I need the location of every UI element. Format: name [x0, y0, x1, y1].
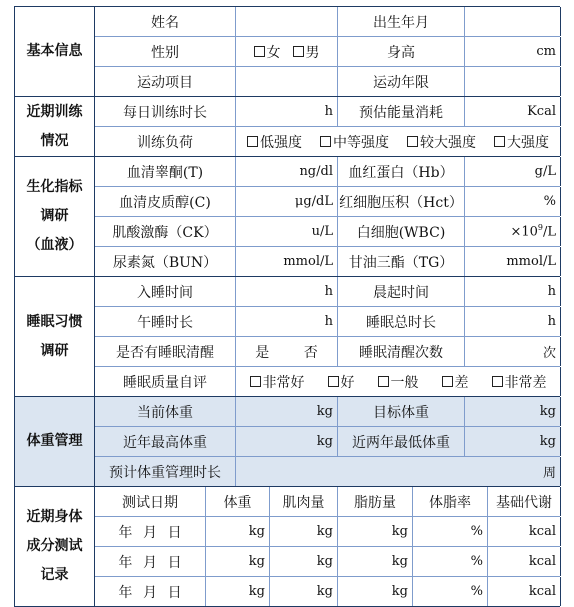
biochem-row: [95, 186, 560, 216]
current-weight-unit: kg: [316, 404, 333, 419]
section-title-line: （血液）: [26, 237, 83, 253]
record-unit: %: [470, 584, 483, 599]
gender-male-checkbox[interactable]: [293, 42, 320, 62]
biochem-label: 血红蛋白（Hb）: [337, 157, 464, 186]
checkbox-icon: [442, 376, 453, 387]
record-unit: kg: [248, 524, 265, 539]
load-high-checkbox[interactable]: [407, 132, 476, 152]
section-title-body: [14, 487, 95, 606]
section-title-line: 调研: [40, 342, 69, 359]
row-bedtime: [95, 277, 560, 306]
biochem-field[interactable]: [464, 247, 561, 276]
quality-option-checkbox[interactable]: [328, 372, 355, 392]
daily-training-label: 每日训练时长: [123, 104, 207, 121]
name-label: 姓名: [151, 14, 179, 31]
biochem-unit: μg/dL: [294, 194, 333, 209]
gender-female-checkbox[interactable]: [254, 42, 281, 62]
body-record-row: [95, 546, 560, 576]
biochem-field[interactable]: [464, 157, 561, 186]
quality-option-checkbox[interactable]: [492, 372, 547, 392]
record-value-field[interactable]: [412, 577, 487, 606]
quality-option-label: 差: [454, 374, 469, 391]
load-option-label: 大强度: [507, 134, 549, 151]
load-options: [235, 127, 561, 156]
row-current-weight: [95, 397, 560, 426]
daily-training-field[interactable]: [235, 97, 337, 126]
checkbox-icon: [320, 136, 331, 147]
nap-label: 午睡时长: [137, 314, 193, 331]
min-weight-unit: kg: [539, 434, 556, 449]
quality-option-label: 好: [340, 374, 355, 391]
biochem-unit: mmol/L: [283, 254, 333, 269]
record-value-field[interactable]: [412, 547, 487, 576]
section-title-line: 成分测试: [26, 538, 83, 554]
biochem-field[interactable]: [235, 247, 337, 276]
current-weight-field[interactable]: [235, 397, 337, 426]
max-weight-field[interactable]: [235, 427, 337, 456]
date-part-label: 月: [142, 524, 157, 541]
header-muscle: 肌肉量: [269, 487, 337, 516]
biochem-label: 肌酸激酶（CK）: [112, 224, 218, 241]
section-training: [14, 96, 560, 156]
plan-duration-unit: 周: [542, 466, 556, 481]
biochem-unit: u/L: [311, 224, 333, 239]
row-awake: [95, 336, 560, 366]
record-value-field[interactable]: [487, 577, 561, 606]
checkbox-icon: [328, 376, 339, 387]
record-value-field[interactable]: [337, 517, 412, 546]
section-title-line: 基本信息: [26, 43, 83, 59]
section-body-composition: [14, 486, 560, 607]
birth-field[interactable]: [464, 7, 561, 36]
checkbox-icon: [247, 136, 258, 147]
quality-option-label: 非常差: [504, 374, 547, 391]
bedtime-unit: h: [324, 284, 333, 299]
date-part-label: 日: [167, 584, 182, 601]
section-title-line: 情况: [40, 132, 69, 149]
record-value-field[interactable]: [412, 517, 487, 546]
record-unit: kcal: [528, 584, 556, 599]
row-max-weight: [95, 426, 560, 456]
gender-label: 性别: [151, 44, 179, 61]
section-title-line: 调研: [40, 208, 69, 224]
birth-label: 出生年月: [337, 7, 464, 36]
record-unit: kcal: [528, 554, 556, 569]
load-max-checkbox[interactable]: [494, 132, 549, 152]
height-label: 身高: [337, 37, 464, 66]
sport-field[interactable]: [235, 67, 337, 96]
wbc-unit-base: ×10: [510, 224, 538, 240]
record-unit: %: [470, 554, 483, 569]
biochem-unit: mmol/L: [506, 254, 556, 269]
record-value-field[interactable]: [269, 547, 337, 576]
biochem-unit: ng/dl: [299, 164, 333, 179]
wake-field[interactable]: [464, 277, 561, 306]
section-title-basic: [14, 7, 95, 96]
checkbox-icon: [494, 136, 505, 147]
record-unit: kg: [316, 584, 333, 599]
record-value-field[interactable]: [269, 577, 337, 606]
record-unit: kg: [391, 584, 408, 599]
row-sport: [95, 66, 560, 96]
date-part-label: 日: [167, 554, 182, 571]
awake-count-label: 睡眠清醒次数: [337, 337, 464, 366]
date-part-label: 年: [118, 584, 133, 601]
section-title-line: 近期训练: [26, 103, 83, 120]
section-weight: [14, 396, 560, 486]
record-value-field[interactable]: [487, 547, 561, 576]
record-value-field[interactable]: [269, 517, 337, 546]
biochem-label: 甘油三酯（TG）: [337, 247, 464, 276]
date-part-label: 年: [118, 554, 133, 571]
section-title-weight: [14, 397, 95, 486]
sleep-quality-label: 睡眠质量自评: [123, 374, 207, 391]
biochem-label: 尿素氮（BUN）: [112, 254, 218, 271]
record-date-field[interactable]: [95, 517, 205, 546]
target-weight-field[interactable]: [464, 397, 561, 426]
sport-label: 运动项目: [137, 74, 193, 91]
bedtime-field[interactable]: [235, 277, 337, 306]
total-sleep-field[interactable]: [464, 307, 561, 336]
record-unit: kg: [391, 524, 408, 539]
biochem-field[interactable]: [235, 217, 337, 246]
quality-option-checkbox[interactable]: [442, 372, 469, 392]
biochem-label: 血清睾酮(T): [126, 164, 204, 181]
quality-option-checkbox[interactable]: [378, 372, 419, 392]
body-header-row: [95, 487, 560, 516]
record-value-field[interactable]: [205, 547, 269, 576]
quality-option-checkbox[interactable]: [250, 372, 305, 392]
energy-label: 预估能量消耗: [337, 97, 464, 126]
header-fat: 脂肪量: [337, 487, 412, 516]
header-fat-rate: 体脂率: [412, 487, 487, 516]
checkbox-icon: [254, 46, 265, 57]
height-field[interactable]: [464, 37, 561, 66]
sleep-quality-options: [235, 367, 561, 396]
biochem-label: 血清皮质醇(C): [119, 194, 211, 211]
gender-options: [235, 37, 337, 66]
record-unit: kg: [316, 524, 333, 539]
date-part-label: 月: [142, 554, 157, 571]
row-sleep-quality: [95, 366, 560, 396]
checkbox-icon: [492, 376, 503, 387]
awake-no-option[interactable]: 否: [303, 344, 318, 361]
biochem-field[interactable]: [235, 187, 337, 216]
plan-duration-field[interactable]: [235, 457, 561, 486]
record-unit: kg: [248, 584, 265, 599]
max-weight-unit: kg: [316, 434, 333, 449]
record-value-field[interactable]: [205, 577, 269, 606]
record-value-field[interactable]: [337, 547, 412, 576]
wbc-unit: [510, 223, 556, 239]
record-value-field[interactable]: [337, 577, 412, 606]
awake-yes-no: [235, 337, 337, 366]
biochem-field[interactable]: [464, 187, 561, 216]
energy-unit: Kcal: [527, 104, 556, 119]
row-name: [95, 7, 560, 36]
checkbox-icon: [407, 136, 418, 147]
biochem-label: 红细胞压积（Hct）: [337, 187, 464, 216]
row-plan-duration: [95, 456, 560, 486]
load-option-label: 低强度: [260, 134, 302, 151]
section-title-training: [14, 97, 95, 156]
header-weight: 体重: [205, 487, 269, 516]
height-unit: cm: [536, 44, 556, 59]
nap-field[interactable]: [235, 307, 337, 336]
checkbox-icon: [250, 376, 261, 387]
record-unit: kg: [316, 554, 333, 569]
body-record-row: [95, 516, 560, 546]
total-sleep-unit: h: [547, 314, 556, 329]
section-title-biochem: [14, 157, 95, 276]
load-option-label: 中等强度: [333, 134, 389, 151]
row-gender: [95, 36, 560, 66]
section-biochem: [14, 156, 560, 276]
wake-unit: h: [547, 284, 556, 299]
max-weight-label: 近年最高体重: [123, 434, 207, 451]
awake-count-field[interactable]: [464, 337, 561, 366]
date-part-label: 年: [118, 524, 133, 541]
load-medium-checkbox[interactable]: [320, 132, 389, 152]
header-date: 测试日期: [122, 494, 178, 511]
wbc-unit-tail: /L: [542, 224, 556, 240]
min-weight-field[interactable]: [464, 427, 561, 456]
checkbox-icon: [378, 376, 389, 387]
quality-option-label: 非常好: [262, 374, 305, 391]
date-part-label: 月: [142, 584, 157, 601]
load-label: 训练负荷: [137, 134, 193, 151]
athlete-survey-table: [14, 6, 560, 607]
record-unit: %: [470, 524, 483, 539]
record-date-field[interactable]: [95, 547, 205, 576]
nap-unit: h: [324, 314, 333, 329]
total-sleep-label: 睡眠总时长: [337, 307, 464, 336]
awake-yes-option[interactable]: 是: [255, 344, 270, 361]
row-training-load: [95, 126, 560, 156]
gender-female-label: 女: [266, 44, 281, 61]
body-record-row: [95, 576, 560, 606]
section-title-line: 生化指标: [26, 179, 83, 195]
energy-field[interactable]: [464, 97, 561, 126]
biochem-unit: %: [543, 194, 556, 209]
min-weight-label: 近两年最低体重: [337, 427, 464, 456]
record-unit: kcal: [528, 524, 556, 539]
current-weight-label: 当前体重: [137, 404, 193, 421]
quality-option-label: 一般: [390, 374, 419, 391]
section-basic-info: [14, 6, 560, 96]
row-daily-training: [95, 97, 560, 126]
biochem-row: [95, 246, 560, 276]
target-weight-unit: kg: [539, 404, 556, 419]
name-field[interactable]: [235, 7, 337, 36]
biochem-label: 白细胞(WBC): [337, 217, 464, 246]
bedtime-label: 入睡时间: [137, 284, 193, 301]
awake-question-label: 是否有睡眠清醒: [116, 344, 214, 361]
years-label: 运动年限: [337, 67, 464, 96]
target-weight-label: 目标体重: [337, 397, 464, 426]
record-unit: kg: [248, 554, 265, 569]
section-title-line: 近期身体: [26, 509, 83, 525]
years-field[interactable]: [464, 67, 561, 96]
load-option-label: 较大强度: [420, 134, 476, 151]
record-value-field[interactable]: [487, 517, 561, 546]
biochem-unit: g/L: [534, 164, 556, 179]
record-value-field[interactable]: [205, 517, 269, 546]
section-title-line: 睡眠习惯: [26, 313, 83, 330]
checkbox-icon: [293, 46, 304, 57]
biochem-field[interactable]: [235, 157, 337, 186]
record-date-field[interactable]: [95, 577, 205, 606]
wake-label: 晨起时间: [337, 277, 464, 306]
awake-count-unit: 次: [542, 346, 556, 361]
row-nap: [95, 306, 560, 336]
daily-training-unit: h: [324, 104, 333, 119]
biochem-row: [95, 216, 560, 246]
wbc-unit-exp: 9: [537, 223, 543, 233]
section-title-line: 记录: [40, 567, 69, 583]
record-unit: kg: [391, 554, 408, 569]
biochem-row: [95, 157, 560, 186]
section-title-line: 体重管理: [26, 433, 83, 449]
gender-male-label: 男: [305, 44, 320, 61]
plan-duration-label: 预计体重管理时长: [109, 464, 221, 481]
section-title-sleep: [14, 277, 95, 396]
biochem-field[interactable]: [464, 217, 561, 246]
load-low-checkbox[interactable]: [247, 132, 302, 152]
section-sleep: [14, 276, 560, 396]
header-bmr: 基础代谢: [487, 487, 561, 516]
date-part-label: 日: [167, 524, 182, 541]
